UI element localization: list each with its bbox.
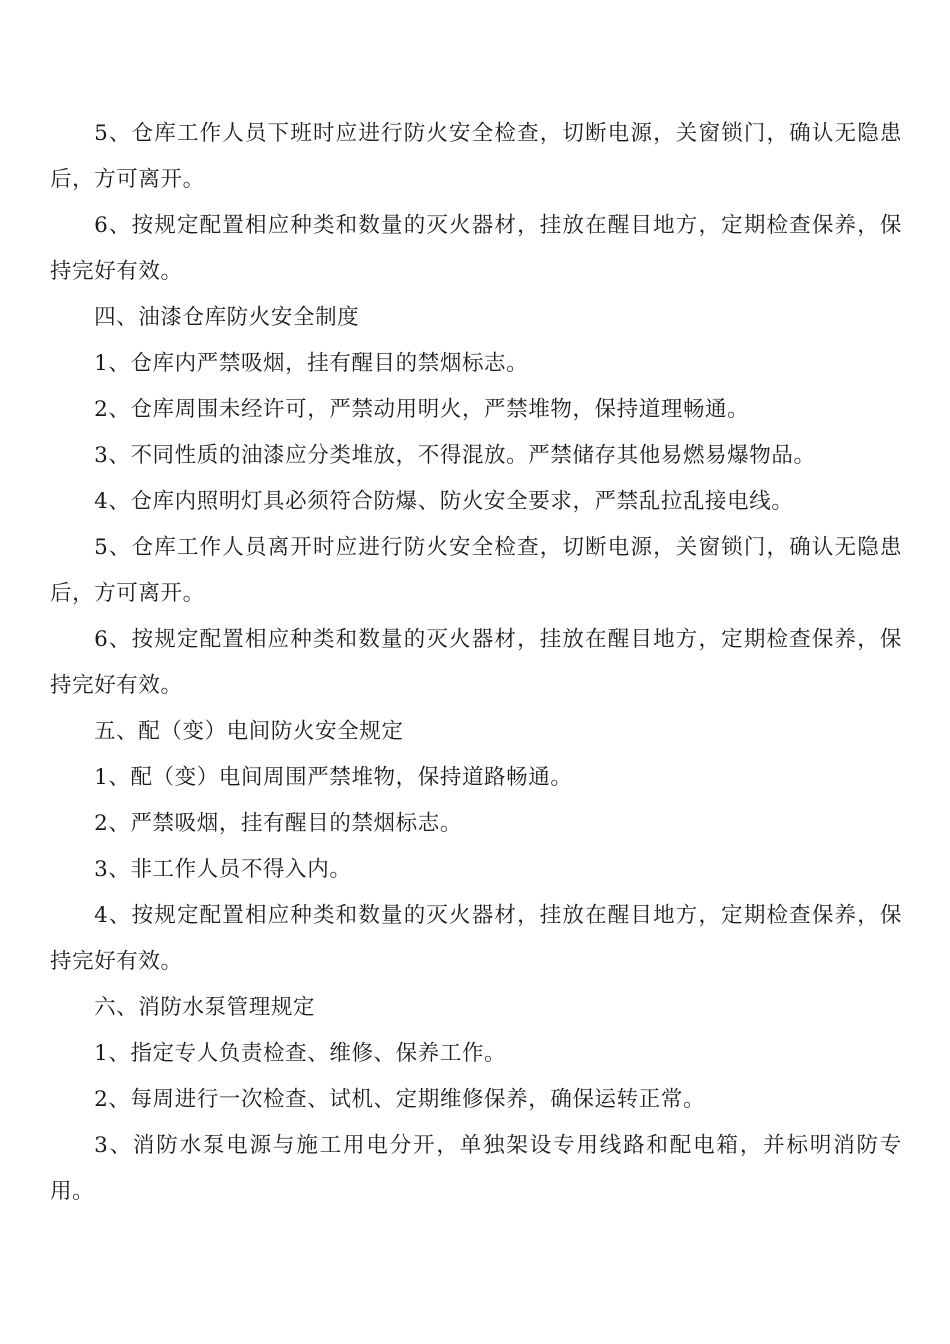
section-heading: 五、配（变）电间防火安全规定 [94,719,404,744]
paragraph: 1、仓库内严禁吸烟，挂有醒目的禁烟标志。 [94,351,529,376]
paragraph: 2、仓库周围未经许可，严禁动用明火，严禁堆物，保持道理畅通。 [94,397,750,422]
paragraph: 4、按规定配置相应种类和数量的灭火器材，挂放在醒目地方，定期检查保养，保持完好有效。 [50,903,902,974]
paragraph: 3、不同性质的油漆应分类堆放，不得混放。严禁储存其他易燃易爆物品。 [94,443,816,468]
paragraph: 6、按规定配置相应种类和数量的灭火器材，挂放在醒目地方，定期检查保养，保持完好有效。 [50,213,902,284]
document-body [50,111,902,1215]
paragraph: 4、仓库内照明灯具必须符合防爆、防火安全要求，严禁乱拉乱接电线。 [94,489,794,514]
paragraph: 2、严禁吸烟，挂有醒目的禁烟标志。 [94,811,462,836]
paragraph: 1、指定专人负责检查、维修、保养工作。 [94,1041,507,1066]
paragraph: 6、按规定配置相应种类和数量的灭火器材，挂放在醒目地方，定期检查保养，保持完好有效。 [50,627,902,698]
paragraph: 3、非工作人员不得入内。 [94,857,352,882]
paragraph: 5、仓库工作人员下班时应进行防火安全检查，切断电源，关窗锁门，确认无隐患后，方可离开。 [50,121,902,192]
paragraph: 1、配（变）电间周围严禁堆物，保持道路畅通。 [94,765,573,790]
section-heading: 六、消防水泵管理规定 [94,995,316,1020]
paragraph: 2、每周进行一次检查、试机、定期维修保养，确保运转正常。 [94,1087,706,1112]
paragraph: 5、仓库工作人员离开时应进行防火安全检查，切断电源，关窗锁门，确认无隐患后，方可离开。 [50,535,902,606]
section-heading: 四、油漆仓库防火安全制度 [94,305,360,330]
paragraph: 3、消防水泵电源与施工用电分开，单独架设专用线路和配电箱，并标明消防专用。 [50,1133,902,1204]
